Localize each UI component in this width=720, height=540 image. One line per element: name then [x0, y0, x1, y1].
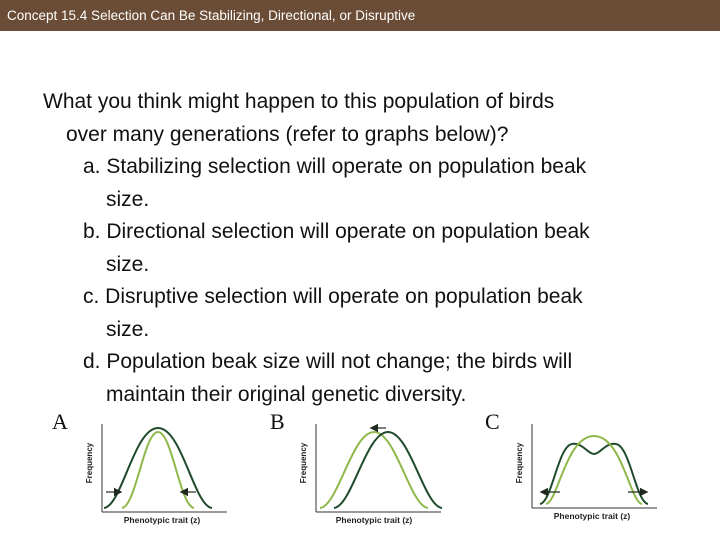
- option-b-line-1: b. Directional selection will operate on population beak: [83, 220, 590, 243]
- graph-a-new-curve: [122, 432, 194, 508]
- graph-a-letter: A: [52, 409, 68, 434]
- graph-a-original-curve: [104, 428, 212, 508]
- header-bar: [0, 0, 720, 31]
- graph-c-letter: C: [485, 409, 500, 434]
- graph-a-xlabel: Phenotypic trait (z): [123, 515, 201, 525]
- graph-b-letter: B: [270, 409, 285, 434]
- graph-a-stabilizing: [82, 418, 232, 528]
- option-a-line-1: a. Stabilizing selection will operate on population beak: [83, 155, 587, 178]
- graph-c-new-curve: [546, 436, 642, 504]
- option-c-line-2: size.: [106, 317, 150, 341]
- option-d-line-2: maintain their original genetic diversity.: [106, 382, 467, 406]
- graph-a-ylabel: Frequency: [85, 442, 94, 484]
- slide-header-title: Concept 15.4 Selection Can Be Stabilizing, Directional, or Disruptive: [7, 8, 416, 23]
- option-c-line-1: c. Disruptive selection will operate on population beak: [83, 285, 583, 308]
- option-a-line-2: size.: [106, 187, 150, 211]
- option-d-line-1: d. Population beak size will not change; the birds will: [83, 350, 573, 373]
- graph-b-ylabel: Frequency: [299, 442, 308, 484]
- question-line-1: What you think might happen to this population of birds: [43, 90, 555, 113]
- graph-c-original-curve: [540, 444, 648, 504]
- graph-b-xlabel: Phenotypic trait (z): [335, 515, 413, 525]
- question-line-2: over many generations (refer to graphs below)?: [66, 122, 509, 146]
- graph-c-ylabel: Frequency: [515, 442, 524, 484]
- option-b-line-2: size.: [106, 252, 150, 276]
- graph-b-directional: [296, 418, 446, 528]
- graph-c-xlabel: Phenotypic trait (z): [553, 511, 631, 521]
- graph-c-disruptive: [512, 418, 662, 528]
